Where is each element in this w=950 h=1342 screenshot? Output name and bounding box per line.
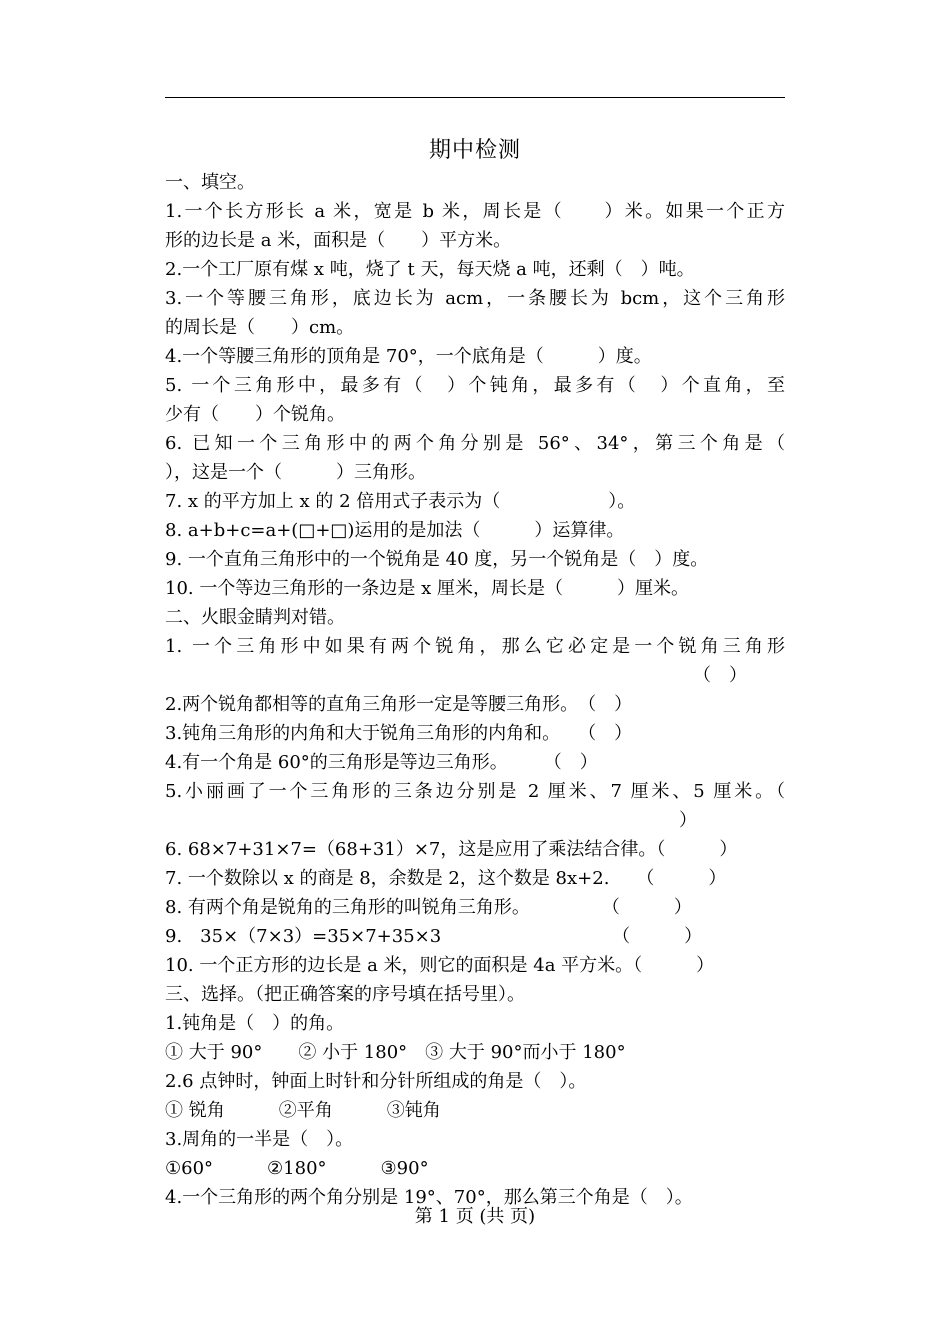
section-true-false-heading: 二、火眼金睛判对错。 [165,607,345,628]
tf-q7: 7. 一个数除以 x 的商是 8，余数是 2，这个数是 8x+2. （ ） [165,868,727,889]
choice-q1: 1.钝角是（ ）的角。 [165,1013,345,1034]
choice-q3: 3.周角的一半是（ ）。 [165,1129,354,1150]
fill-q5-line1: 5. 一个三角形中，最多有（ ）个钝角，最多有（ ）个直角，至 [165,375,785,396]
fill-q3-line2: 的周长是（ ）cm。 [165,317,355,338]
fill-q7: 7. x 的平方加上 x 的 2 倍用式子表示为（ ）。 [165,491,636,512]
tf-q6: 6. 68×7+31×7=（68+31）×7，这是应用了乘法结合律。（ ） [165,839,738,860]
page-title: 期中检测 [428,138,521,163]
tf-q8: 8. 有两个角是锐角的三角形的叫锐角三角形。 （ ） [165,897,692,918]
tf-q9: 9. 35×（7×3）=35×7+35×3 （ ） [165,926,703,947]
fill-q4: 4.一个等腰三角形的顶角是 70°，一个底角是（ ）度。 [165,346,652,367]
tf-q5-answer-bracket: ） [679,810,697,831]
fill-q8: 8. a+b+c=a+(□+□)运用的是加法（ ）运算律。 [165,520,625,541]
tf-q10: 10. 一个正方形的边长是 a 米，则它的面积是 4a 平方米。（ ） [165,955,715,976]
section-choice-heading: 三、选择。（把正确答案的序号填在括号里）。 [165,984,525,1005]
choice-q2: 2.6 点钟时，钟面上时针和分针所组成的角是（ ）。 [165,1071,587,1092]
fill-q5-line2: 少有（ ）个锐角。 [165,404,345,425]
choice-q3-options: ①60° ②180° ③90° [165,1158,429,1179]
page-footer: 第 1 页 (共 页) [414,1206,536,1227]
tf-q4: 4.有一个角是 60°的三角形是等边三角形。 （ ） [165,752,598,773]
choice-q4: 4.一个三角形的两个角分别是 19°、70°，那么第三个角是（ ）。 [165,1187,693,1208]
tf-q2: 2.两个锐角都相等的直角三角形一定是等腰三角形。 （ ） [165,694,633,715]
tf-q1-line1: 1. 一个三角形中如果有两个锐角，那么它必定是一个锐角三角形 [165,636,785,657]
choice-q2-options: ① 锐角 ②平角 ③钝角 [165,1100,441,1121]
tf-q3: 3.钝角三角形的内角和大于锐角三角形的内角和。 （ ） [165,723,633,744]
fill-q10: 10. 一个等边三角形的一条边是 x 厘米，周长是（ ）厘米。 [165,578,689,599]
fill-q1-line2: 形的边长是 a 米，面积是（ ）平方米。 [165,230,512,251]
choice-q1-options: ① 大于 90° ② 小于 180° ③ 大于 90°而小于 180° [165,1042,626,1063]
section-fill-blank-heading: 一、填空。 [165,172,255,193]
exam-body [165,168,785,1212]
fill-q6-line2: ），这是一个（ ）三角形。 [165,462,426,483]
fill-q1-line1: 1.一个长方形长 a 米，宽是 b 米，周长是（ ）米。如果一个正方 [165,201,785,222]
fill-q3-line1: 3.一个等腰三角形，底边长为 acm，一条腰长为 bcm，这个三角形 [165,288,785,309]
fill-q2: 2.一个工厂原有煤 x 吨，烧了 t 天，每天烧 a 吨，还剩（ ）吨。 [165,259,695,280]
tf-q5-line1: 5.小丽画了一个三角形的三条边分别是 2 厘米、7 厘米、5 厘米。（ [165,781,785,802]
tf-q1-answer-bracket: （ ） [693,665,747,686]
fill-q6-line1: 6. 已知一个三角形中的两个角分别是 56°、34°，第三个角是（ [165,433,785,454]
header-rule [165,97,785,98]
fill-q9: 9. 一个直角三角形中的一个锐角是 40 度，另一个锐角是（ ）度。 [165,549,709,570]
